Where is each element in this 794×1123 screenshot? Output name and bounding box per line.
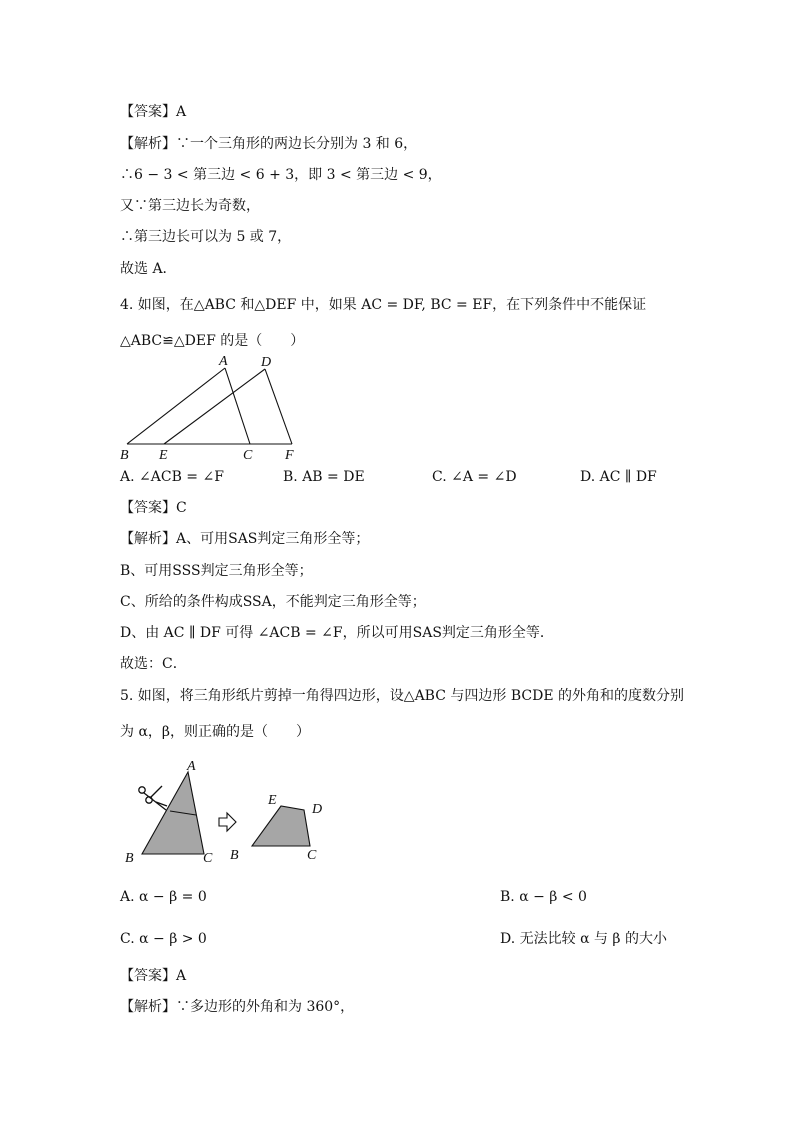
- q5-quadrilateral-bcde: [252, 806, 310, 846]
- q4-segment-ed: [164, 369, 265, 444]
- q5-label-b: B: [125, 851, 134, 866]
- q5-option-c: C. α − β > 0: [120, 931, 207, 947]
- q5-label-c2: C: [307, 848, 317, 863]
- q4-option-a: A. ∠ACB = ∠F: [120, 469, 224, 485]
- q4-segment-df: [265, 369, 292, 444]
- q3-answer: 【答案】A: [120, 104, 187, 120]
- q4-segment-ba: [127, 368, 225, 444]
- q4-analysis-line-1: 【解析】A、可用SAS判定三角形全等；: [120, 531, 370, 547]
- q3-analysis-line-4: ∴第三边长可以为 5 或 7，: [120, 229, 292, 245]
- q4-stem: 4. 如图，在△ABC 和△DEF 中，如果 AC = DF, BC = EF，在下列条件中不能保证: [120, 297, 647, 313]
- q5-analysis-line-1: 【解析】∵多边形的外角和为 360°，: [120, 999, 355, 1015]
- q4-triangle-figure: [115, 350, 305, 465]
- q5-triangle-abc: [142, 772, 204, 854]
- q4-stem-2: △ABC≌△DEF 的是（ ）: [120, 333, 305, 349]
- q4-option-d: D. AC ∥ DF: [580, 469, 657, 485]
- q4-label-b: B: [120, 448, 129, 463]
- q5-label-a: A: [187, 759, 196, 774]
- q5-stem: 5. 如图，将三角形纸片剪掉一角得四边形，设△ABC 与四边形 BCDE 的外角和的度数分别: [120, 688, 684, 704]
- scissors-icon: [139, 786, 167, 810]
- q4-label-c: C: [243, 448, 253, 463]
- q5-label-c: C: [203, 851, 213, 866]
- q4-label-a: A: [219, 354, 228, 369]
- q5-label-e: E: [268, 793, 277, 808]
- q5-label-b2: B: [230, 848, 239, 863]
- q3-analysis-line-2: ∴6 − 3 < 第三边 < 6 + 3，即 3 < 第三边 < 9，: [120, 167, 442, 183]
- q4-label-e: E: [159, 448, 168, 463]
- right-arrow-icon: [219, 813, 236, 831]
- q4-analysis-line-4: D、由 AC ∥ DF 可得 ∠ACB = ∠F，所以可用SAS判定三角形全等．: [120, 625, 554, 641]
- q5-option-d: D. 无法比较 α 与 β 的大小: [500, 931, 667, 947]
- q4-analysis-line-2: B、可用SSS判定三角形全等；: [120, 563, 313, 579]
- q5-figure: [120, 758, 340, 868]
- q5-stem-2: 为 α，β，则正确的是（ ）: [120, 724, 310, 740]
- q4-option-c: C. ∠A = ∠D: [432, 469, 517, 485]
- q4-analysis-line-5: 故选：C．: [120, 656, 187, 672]
- q4-segment-ac: [225, 368, 250, 444]
- q4-label-f: F: [285, 448, 294, 463]
- q3-analysis-line-3: 又∵第三边长为奇数，: [120, 198, 260, 214]
- q3-analysis-line-1: 【解析】∵一个三角形的两边长分别为 3 和 6，: [120, 136, 418, 152]
- q5-option-b: B. α − β < 0: [500, 889, 587, 905]
- q5-answer: 【答案】A: [120, 968, 187, 984]
- q5-option-a: A. α − β = 0: [120, 889, 207, 905]
- q4-option-b: B. AB = DE: [283, 469, 365, 485]
- q4-label-d: D: [261, 355, 272, 370]
- q4-analysis-line-3: C、所给的条件构成SSA，不能判定三角形全等；: [120, 594, 426, 610]
- q3-analysis-line-5: 故选 A．: [120, 261, 177, 277]
- q4-answer: 【答案】C: [120, 500, 187, 516]
- q5-label-d: D: [312, 802, 323, 817]
